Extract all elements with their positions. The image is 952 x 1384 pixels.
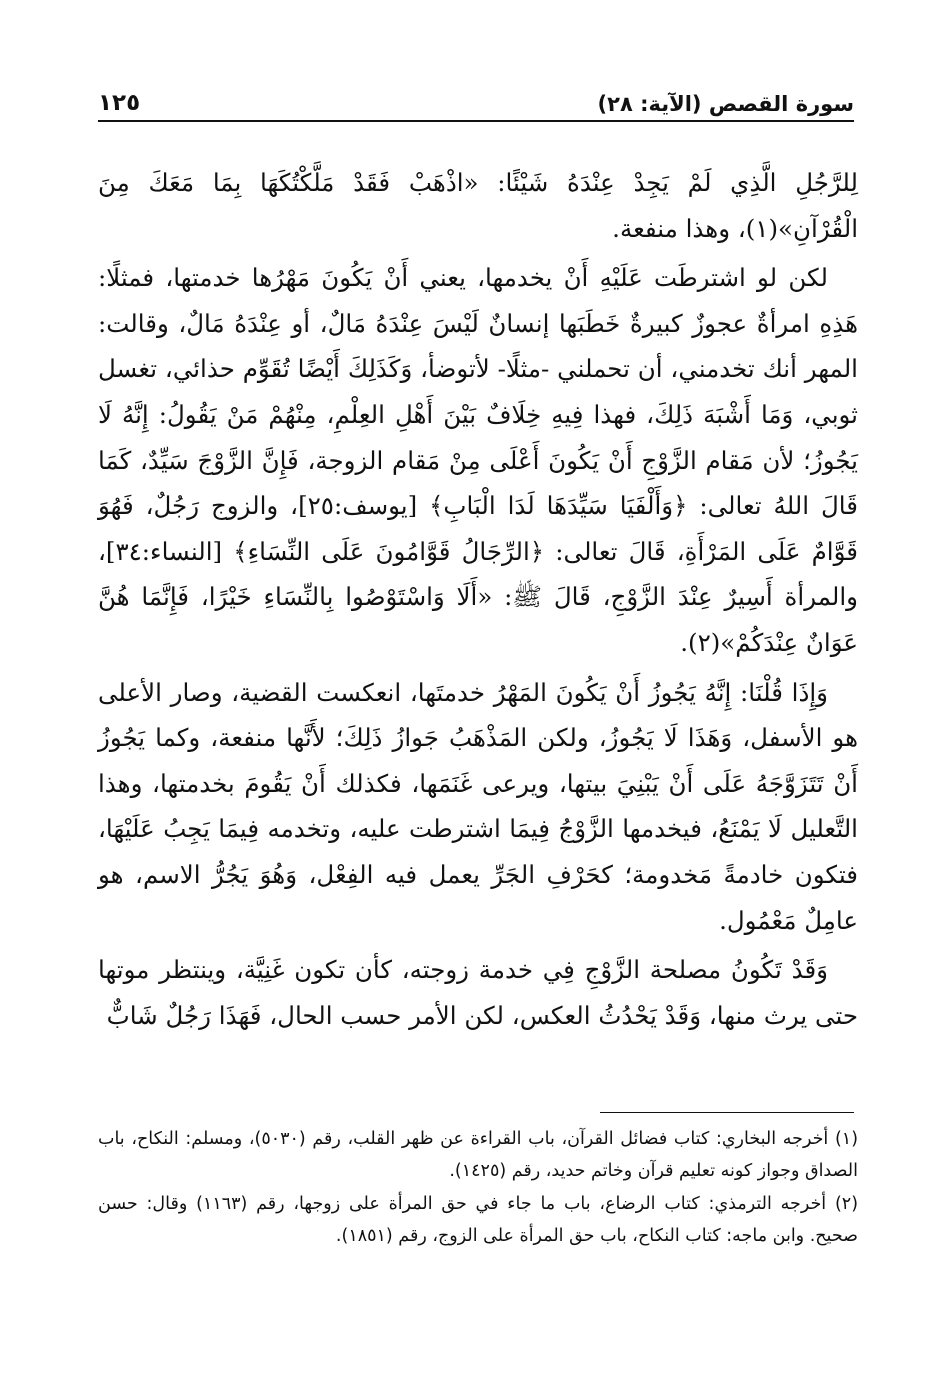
footnote-1: (١) أخرجه البخاري: كتاب فضائل القرآن، باب القراءة عن ظهر القلب، رقم (٥٠٣٠)، ومسلم: النكاح، باب الصداق وجواز كونه تعليم قرآن وخاتم حديد، رقم (١٤٢٥).: [98, 1129, 859, 1181]
paragraph-4: وَقَدْ تَكُونُ مصلحة الزَّوْجِ فِي خدمة زوجته، كأن تكون غَنِيَّة، وينتظر موتها حتى يرث منها، وَقَدْ يَحْدُثُ العكس، لكن الأمر حسب الحال، فَهَذَا رَجُلٌ شَابٌّ: [98, 955, 858, 1030]
footnotes: [98, 1124, 858, 1254]
paragraph-1: لِلرَّجُلِ الَّذِي لَمْ يَجِدْ عِنْدَهُ شَيْئًا: «اذْهَبْ فَقَدْ مَلَّكْتُكَهَا بِمَا مَعَكَ مِنَ الْقُرْآنِ»(١)، وهذا منفعة.: [98, 168, 858, 243]
page-number: ١٢٥: [98, 90, 141, 116]
running-title: سورة القصص (الآية: ٢٨): [597, 92, 854, 116]
main-text: [98, 160, 858, 1042]
paragraph-2: لكن لو اشترطَت عَلَيْهِ أَنْ يخدمها، يعني أَنْ يَكُونَ مَهْرُها خدمتها، فمثلًا: هَذِهِ امرأةٌ عجوزٌ كبيرةٌ خَطَبَها إنسانٌ لَيْسَ عِنْدَهُ مَالٌ، أو عِنْدَهُ مَالٌ، وقالت: المهر أنك تخدمني، أن تحملني -مثلًا- لأتوضأ، وَكَذَلِكَ أَيْضًا تُقَوِّم حذائي، تغسل ثوبي، وَمَا أَشْبَهَ ذَلِكَ، فهذا فِيهِ خِلَافٌ بَيْنَ أَهْلِ العِلْمِ، مِنْهُمْ مَنْ يَقُولُ: إِنَّهُ لَا يَجُوزُ؛ لأن مَقام الزَّوْجِ أَنْ يَكُونَ أَعْلَى مِنْ مَقام الزوجة، فَإِنَّ الزَّوْجَ سَيِّدٌ، كَمَا قَالَ اللهُ تعالى: ﴿وَأَلْفَيَا سَيِّدَهَا لَدَا الْبَابِ﴾ [يوسف:٢٥]، والزوج رَجُلٌ، فَهُوَ قَوَّامٌ عَلَى المَرْأَةِ، قَالَ تعالى: ﴿الرِّجَالُ قَوَّامُونَ عَلَى النِّسَاءِ﴾ [النساء:٣٤]، والمرأة أَسِيرٌ عِنْدَ الزَّوْجِ، قَالَ ﷺ: «أَلَا وَاسْتَوْصُوا بِالنِّسَاءِ خَيْرًا، فَإِنَّمَا هُنَّ عَوَانٌ عِنْدَكُمْ»(٢).: [98, 263, 858, 657]
footnote-2: (٢) أخرجه الترمذي: كتاب الرضاع، باب ما جاء في حق المرأة على زوجها، رقم (١١٦٣) وقال: حسن صحيح. وابن ماجه: كتاب النكاح، باب حق المرأة على الزوج، رقم (١٨٥١).: [98, 1194, 859, 1246]
page-header: [98, 84, 854, 122]
footnote-separator: [600, 1112, 854, 1113]
paragraph-3: وَإِذَا قُلْنَا: إِنَّهُ يَجُوزُ أَنْ يَكُونَ المَهْرُ خدمتَها، انعكست القضية، وصار الأعلى هو الأسفل، وَهَذَا لَا يَجُوزُ، ولكن المَذْهَبُ جَوازُ ذَلِكَ؛ لأَنَّها منفعة، وكما يَجُوزُ أَنْ تَتَزَوَّجَهُ عَلَى أَنْ يَبْنِيَ بيتها، ويرعى غَنَمَها، فكذلك أَنْ يَقُومَ بخدمتها، وهذا التَّعليل لَا يَمْنَعُ، فيخدمها الزَّوْجُ فِيمَا اشترطت عليه، وتخدمه فِيمَا يَجِبُ عَلَيْهَا، فتكون خادمةً مَخدومة؛ كحَرْفِ الجَرِّ يعمل فيه الفِعْل، وَهُوَ يَجُرُّ الاسم، هو عامِلٌ مَعْمُول.: [98, 677, 858, 935]
